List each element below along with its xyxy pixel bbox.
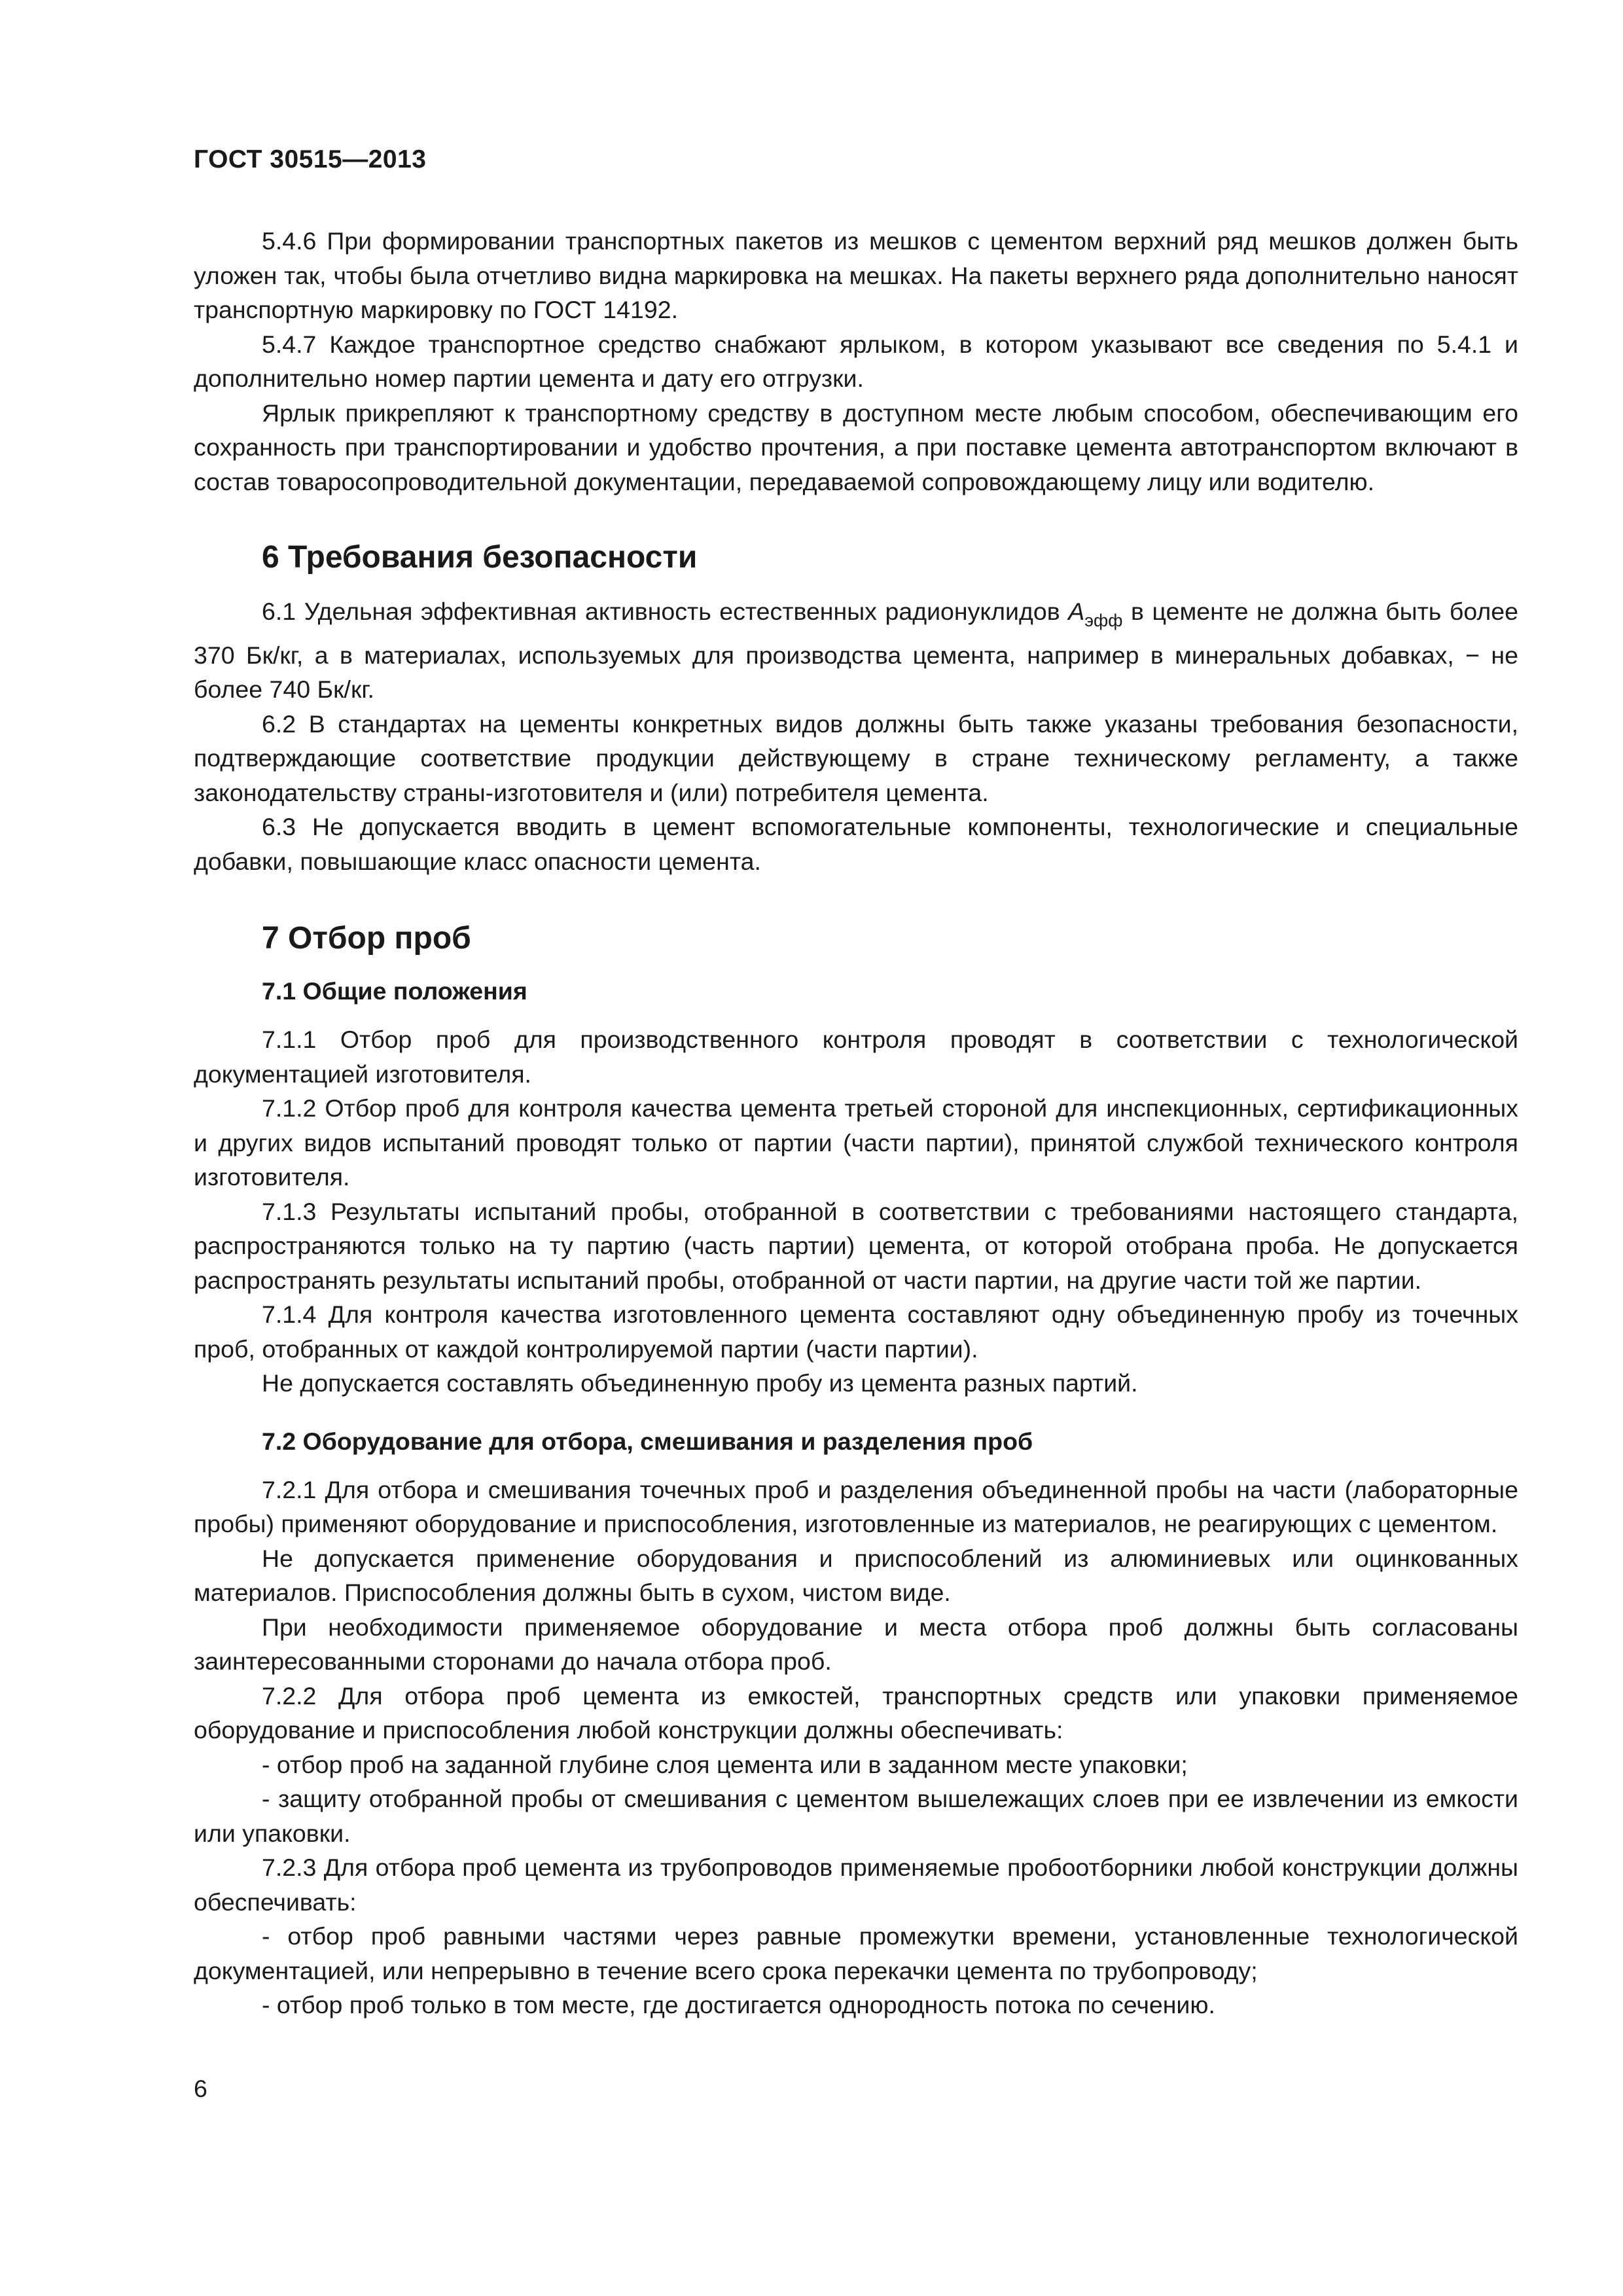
list-item-7-2-2-depth: - отбор проб на заданной глубине слоя цемента или в заданном месте упаковки; (262, 1750, 1188, 1778)
list-item-7-2-3-intervals: - отбор проб равными частями через равные промежутки времени, установленные технологической документацией, или непрерывно в течение всего срока перекачки цемента по трубопроводу; (194, 1922, 1518, 1984)
section-7-heading: 7 Отбор проб (262, 921, 471, 956)
page-number: 6 (194, 2075, 207, 2102)
paragraph-7-1-4: 7.1.4 Для контроля качества изготовленного цемента составляют одну объединенную пробу из точечных проб, отобранных от каждой контролируемой партии (части партии). (194, 1300, 1518, 1363)
paragraph-5-4-6: 5.4.6 При формировании транспортных пакетов из мешков с цементом верхний ряд мешков должен быть уложен так, чтобы была отчетливо видна маркировка на мешках. На пакеты верхнего ряда дополнительно наносят транспортную маркировку по ГОСТ 14192. (194, 227, 1518, 323)
activity-subscript: эфф (1084, 611, 1123, 630)
document-header: ГОСТ 30515—2013 (194, 145, 427, 173)
paragraph-5-4-7: 5.4.7 Каждое транспортное средство снабжают ярлыком, в котором указывают все сведения по 5.4.1 и дополнительно номер партии цемента и дату его отгрузки. (194, 330, 1518, 392)
activity-symbol: A (1068, 598, 1085, 625)
paragraph-7-2-1-agreement: При необходимости применяемое оборудование и места отбора проб должны быть согласованы заинтересованными сторонами до начала отбора проб. (194, 1613, 1518, 1675)
paragraph-7-1-4-note: Не допускается составлять объединенную пробу из цемента разных партий. (262, 1369, 1138, 1397)
paragraph-6-1-start: 6.1 Удельная эффективная активность естественных радионуклидов (262, 598, 1069, 625)
document-body (194, 224, 1518, 2022)
paragraph-6-2: 6.2 В стандартах на цементы конкретных видов должны быть также указаны требования безопасности, подтверждающие соответствие продукции действующему в стране техническому регламенту, а также законодательству страны-изготовителя и (или) потребителя цемента. (194, 709, 1518, 806)
paragraph-7-2-1: 7.2.1 Для отбора и смешивания точечных проб и разделения объединенной пробы на части (лабораторные пробы) применяют оборудование и приспособления, изготовленные из материалов, не реагирующих с цементом. (194, 1475, 1518, 1537)
paragraph-5-4-7-label: Ярлык прикрепляют к транспортному средству в доступном месте любым способом, обеспечивающим его сохранность при транспортировании и удобство прочтения, а при поставке цемента автотранспортом включают в состав товаросопроводительной документации, передаваемой сопровождающему лицу или водителю. (194, 399, 1518, 495)
paragraph-7-1-3: 7.1.3 Результаты испытаний пробы, отобранной в соответствии с требованиями настоящего стандарта, распространяются только на ту партию (часть партии) цемента, от которой отобрана проба. Не допускается распространять результаты испытаний пробы, отобранной от части партии, на другие части той же партии. (194, 1197, 1518, 1294)
list-item-7-2-3-location: - отбор проб только в том месте, где достигается однородность потока по сечению. (262, 1991, 1215, 2018)
paragraph-7-2-2: 7.2.2 Для отбора проб цемента из емкостей, транспортных средств или упаковки применяемое оборудование и приспособления любой конструкции должны обеспечивать: (194, 1681, 1518, 1744)
paragraph-7-1-1: 7.1.1 Отбор проб для производственного контроля проводят в соответствии с технологической документацией изготовителя. (194, 1026, 1518, 1088)
subsection-7-2-heading: 7.2 Оборудование для отбора, смешивания и разделения проб (262, 1427, 1033, 1455)
paragraph-6-1 (194, 594, 1518, 707)
paragraph-7-1-2: 7.1.2 Отбор проб для контроля качества цемента третьей стороной для инспекционных, сертификационных и других видов испытаний проводят только от партии (части партии), принятой службой технического контроля изготовителя. (194, 1094, 1518, 1191)
section-6-heading: 6 Требования безопасности (262, 540, 698, 575)
paragraph-7-2-1-materials: Не допускается применение оборудования и приспособлений из алюминиевых или оцинкованных материалов. Приспособления должны быть в сухом, чистом виде. (194, 1544, 1518, 1606)
list-item-7-2-2-protection: - защиту отобранной пробы от смешивания с цементом вышележащих слоев при ее извлечении из емкости или упаковки. (194, 1785, 1518, 1847)
paragraph-6-3: 6.3 Не допускается вводить в цемент вспомогательные компоненты, технологические и специальные добавки, повышающие класс опасности цемента. (194, 813, 1518, 875)
paragraph-6-1-end: в цементе не должна быть более 370 Бк/кг, а в материалах, используемых для производства цемента, например в минеральных добавках, − не более 740 Бк/кг. (194, 598, 1518, 703)
paragraph-7-2-3: 7.2.3 Для отбора проб цемента из трубопроводов применяемые пробоотборники любой конструкции должны обеспечивать: (194, 1854, 1518, 1916)
subsection-7-1-heading: 7.1 Общие положения (262, 977, 527, 1005)
